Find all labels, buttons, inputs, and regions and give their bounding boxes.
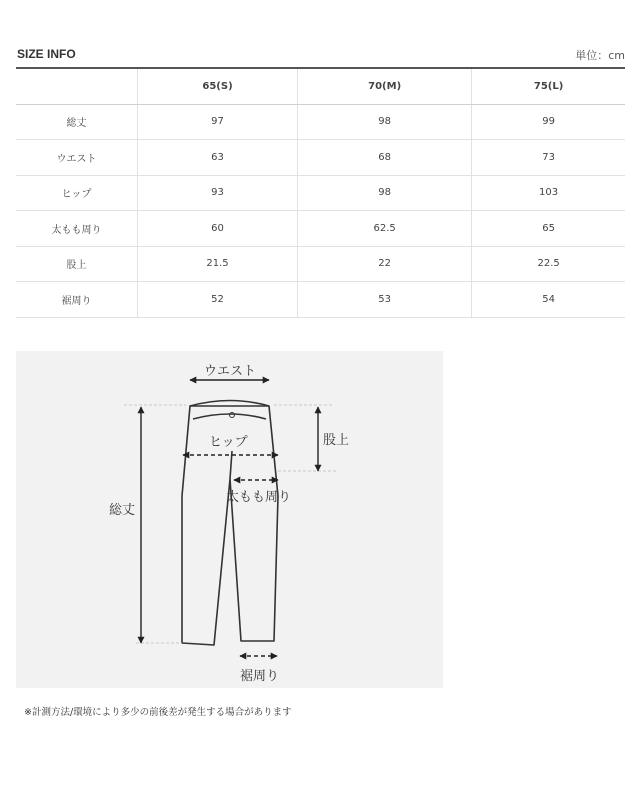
pants-illustration bbox=[16, 351, 443, 688]
column-header bbox=[16, 68, 138, 104]
table-cell: 68 bbox=[298, 140, 472, 176]
column-header: 65(S) bbox=[138, 68, 298, 104]
table-cell: 63 bbox=[138, 140, 298, 176]
table-cell: 53 bbox=[298, 282, 472, 318]
table-cell: 52 bbox=[138, 282, 298, 318]
table-cell: 21.5 bbox=[138, 246, 298, 282]
row-label: 太もも周り bbox=[16, 211, 138, 247]
row-label: ヒップ bbox=[16, 175, 138, 211]
column-header: 75(L) bbox=[472, 68, 625, 104]
unit-label: 単位：cm bbox=[575, 49, 625, 62]
row-label: ウエスト bbox=[16, 140, 138, 176]
table-cell: 62.5 bbox=[298, 211, 472, 247]
table-row bbox=[16, 282, 625, 318]
measurement-note: ※計測方法/環境により多少の前後差が発生する場合があります bbox=[24, 707, 292, 718]
table-cell: 22 bbox=[298, 246, 472, 282]
section-title: SIZE INFO bbox=[17, 47, 76, 61]
table-row bbox=[16, 175, 625, 211]
row-label: 裾周り bbox=[16, 282, 138, 318]
table-cell: 103 bbox=[472, 175, 625, 211]
table-cell: 98 bbox=[298, 104, 472, 140]
table-cell: 99 bbox=[472, 104, 625, 140]
hip-label: ヒップ bbox=[209, 435, 248, 450]
waist-label: ウエスト bbox=[204, 364, 257, 379]
table-header-row bbox=[16, 68, 625, 104]
size-table bbox=[16, 67, 625, 318]
row-label: 総丈 bbox=[16, 104, 138, 140]
table-cell: 73 bbox=[472, 140, 625, 176]
table-cell: 22.5 bbox=[472, 246, 625, 282]
table-row bbox=[16, 246, 625, 282]
thigh-label: 太もも周り bbox=[226, 490, 292, 505]
table-cell: 98 bbox=[298, 175, 472, 211]
column-header: 70(M) bbox=[298, 68, 472, 104]
table-cell: 97 bbox=[138, 104, 298, 140]
table-cell: 65 bbox=[472, 211, 625, 247]
hem-label: 裾周り bbox=[240, 669, 280, 684]
rise-label: 股上 bbox=[323, 433, 350, 448]
table-row bbox=[16, 104, 625, 140]
row-label: 股上 bbox=[16, 246, 138, 282]
table-cell: 60 bbox=[138, 211, 298, 247]
length-label: 総丈 bbox=[109, 503, 136, 518]
table-row bbox=[16, 211, 625, 247]
table-row bbox=[16, 140, 625, 176]
table-cell: 93 bbox=[138, 175, 298, 211]
measurement-diagram bbox=[16, 351, 443, 688]
table-cell: 54 bbox=[472, 282, 625, 318]
